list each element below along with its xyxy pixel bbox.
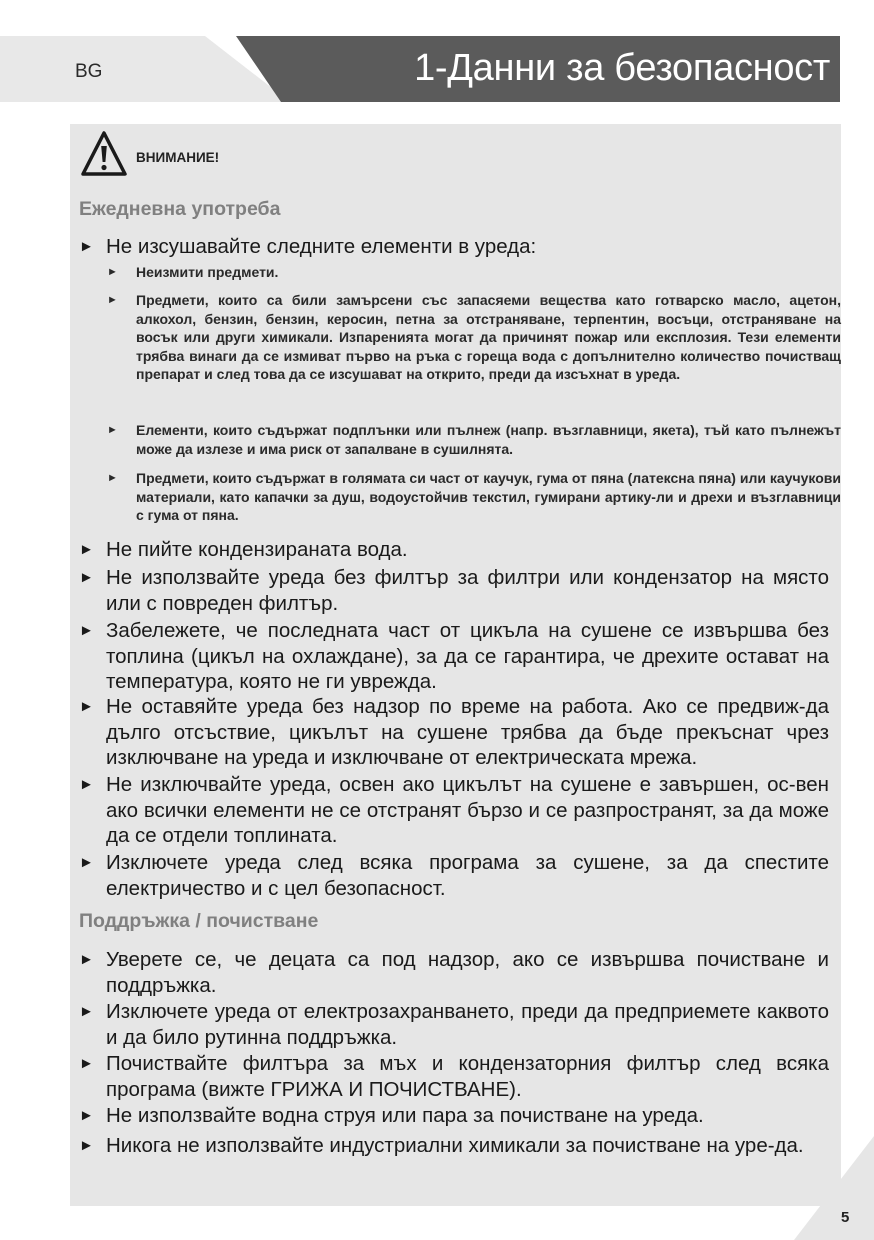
- page-number: 5: [841, 1209, 850, 1226]
- bullet-arrow-icon: ►: [79, 854, 94, 871]
- bullet-arrow-icon: ►: [79, 1137, 94, 1154]
- page-title: 1-Данни за безопасност: [414, 47, 830, 89]
- list-item: ► Не използвайте водна струя или пара за почистване на уреда.: [79, 1104, 704, 1127]
- bullet-arrow-icon: ►: [107, 266, 118, 278]
- list-item: ► Уверете се, че децата са под надзор, ако се извършва почистване и поддръжка.: [79, 948, 829, 997]
- sub-list-item: ► Елементи, които съдържат подплънки или пълнеж (напр. възглавници, якета), тъй като пълнежът може да излезе и има риск от запалване в сушилнята.: [107, 422, 841, 457]
- bullet-arrow-icon: ►: [79, 776, 94, 793]
- list-item: ► Никога не използвайте индустриални химикали за почистване на уре-да.: [79, 1134, 804, 1157]
- bullet-arrow-icon: ►: [79, 1107, 94, 1124]
- list-item: ► Не изключвайте уреда, освен ако цикълът на сушене е завършен, ос-вен ако всички елементи не се отстранят бързо и се разпространят, за да може да се отдели топлината.: [79, 773, 829, 847]
- bullet-arrow-icon: ►: [79, 569, 94, 586]
- warning-triangle-icon: [80, 130, 128, 178]
- bullet-arrow-icon: ►: [107, 472, 118, 484]
- bullet-arrow-icon: ►: [79, 622, 94, 639]
- bullet-arrow-icon: ►: [79, 1003, 94, 1020]
- bullet-arrow-icon: ►: [79, 1055, 94, 1072]
- sub-list-item: ► Предмети, които са били замърсени със запасяеми вещества като готварско масло, ацетон, алкохол, бензин, бензин, керосин, петна за отстраняване, терпентин, восъци, отстраняване на восък или други химикали. Изпаренията могат да причинят пожар или експлозия. Тези елементи трябва винаги да се измиват първо на ръка с гореща вода с допълнително количество почистващ препарат и след това да се изсушават на открито, преди да изсъхнат в уреда.: [107, 292, 841, 382]
- sub-list-item: ► Неизмити предмети.: [107, 264, 279, 280]
- bullet-arrow-icon: ►: [107, 424, 118, 436]
- list-item: ► Изключете уреда от електрозахранването, преди да предприемете каквото и да било рутинна поддръжка.: [79, 1000, 829, 1049]
- bullet-arrow-icon: ►: [79, 951, 94, 968]
- list-item: ► Не оставяйте уреда без надзор по време на работа. Ако се предвиж-да дълго отсъствие, цикълът на сушене трябва да бъде прекъснат чрез изключване на уреда и изключване от електрическата мрежа.: [79, 695, 829, 769]
- list-item: ► Почиствайте филтъра за мъх и кондензаторния филтър след всяка програма (вижте ГРИЖА И ПОЧИСТВАНЕ).: [79, 1052, 829, 1101]
- language-label: BG: [75, 61, 103, 82]
- bullet-arrow-icon: ►: [79, 238, 94, 255]
- sub-list-item: ► Предмети, които съдържат в голямата си част от каучук, гума от пяна (латексна пяна) или каучукови материали, като капачки за душ, водоустойчив текстил, гумирани артику-ли и дрехи и възглавници с гума от пяна.: [107, 470, 841, 523]
- bullet-arrow-icon: ►: [79, 698, 94, 715]
- list-item: ► Не изсушавайте следните елементи в уреда:: [79, 235, 537, 258]
- list-item: ► Изключете уреда след всяка програма за сушене, за да спестите електричество и с цел безопасност.: [79, 851, 829, 900]
- section-heading-daily: Ежедневна употреба: [79, 198, 281, 220]
- warning-label: ВНИМАНИЕ!: [136, 150, 220, 165]
- bullet-arrow-icon: ►: [79, 541, 94, 558]
- list-item: ► Не пийте кондензираната вода.: [79, 538, 408, 561]
- list-item: ► Не използвайте уреда без филтър за филтри или кондензатор на място или с повреден филтър.: [79, 566, 829, 615]
- section-heading-maintenance: Поддръжка / почистване: [79, 910, 319, 932]
- bullet-arrow-icon: ►: [107, 294, 118, 306]
- list-item: ► Забележете, че последната част от цикъла на сушене се извършва без топлина (цикъл на охлаждане), за да се гарантира, че дрехите остават на температура, която не ги уврежда.: [79, 619, 829, 693]
